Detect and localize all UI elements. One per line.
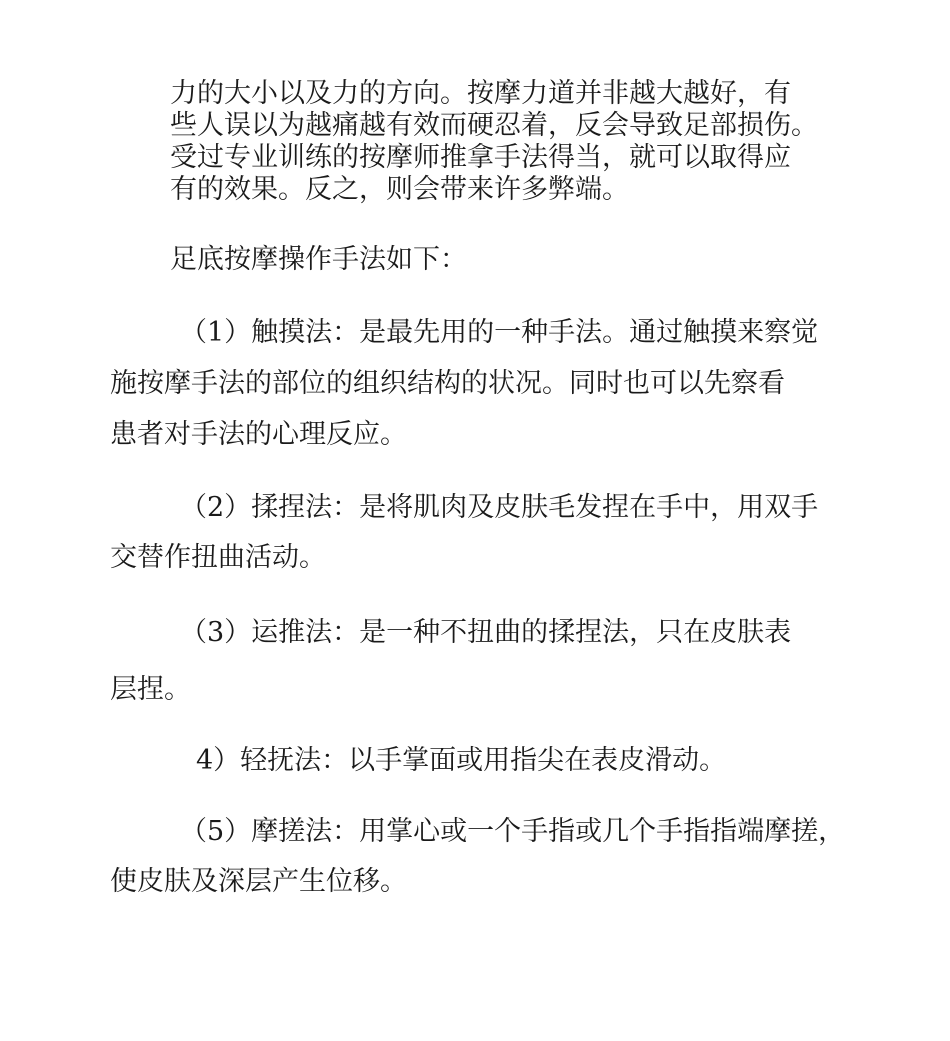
technique-line: 4）轻抚法：以手掌面或用指尖在表皮滑动。 xyxy=(196,745,727,776)
technique-line: （5）摩搓法：用掌心或一个手指或几个手指指端摩搓， xyxy=(180,816,846,847)
paragraph-line: 力的大小以及力的方向。按摩力道并非越大越好，有 xyxy=(170,78,791,109)
paragraph-line: 有的效果。反之，则会带来许多弊端。 xyxy=(170,174,629,205)
paragraph-line: 些人误以为越痛越有效而硬忍着，反会导致足部损伤。 xyxy=(170,110,818,141)
technique-line: （3）运推法：是一种不扭曲的揉捏法，只在皮肤表 xyxy=(180,617,792,648)
technique-line: 施按摩手法的部位的组织结构的状况。同时也可以先察看 xyxy=(110,368,785,399)
technique-line: 交替作扭曲活动。 xyxy=(110,542,326,573)
technique-line: （2）揉捏法：是将肌肉及皮肤毛发捏在手中，用双手 xyxy=(180,492,819,523)
techniques-intro: 足底按摩操作手法如下： xyxy=(170,244,467,275)
technique-line: （1）触摸法：是最先用的一种手法。通过触摸来察觉 xyxy=(180,317,819,348)
technique-line: 患者对手法的心理反应。 xyxy=(110,419,407,450)
technique-line: 层捏。 xyxy=(110,674,191,705)
technique-line: 使皮肤及深层产生位移。 xyxy=(110,866,407,897)
paragraph-line: 受过专业训练的按摩师推拿手法得当，就可以取得应 xyxy=(170,142,791,173)
